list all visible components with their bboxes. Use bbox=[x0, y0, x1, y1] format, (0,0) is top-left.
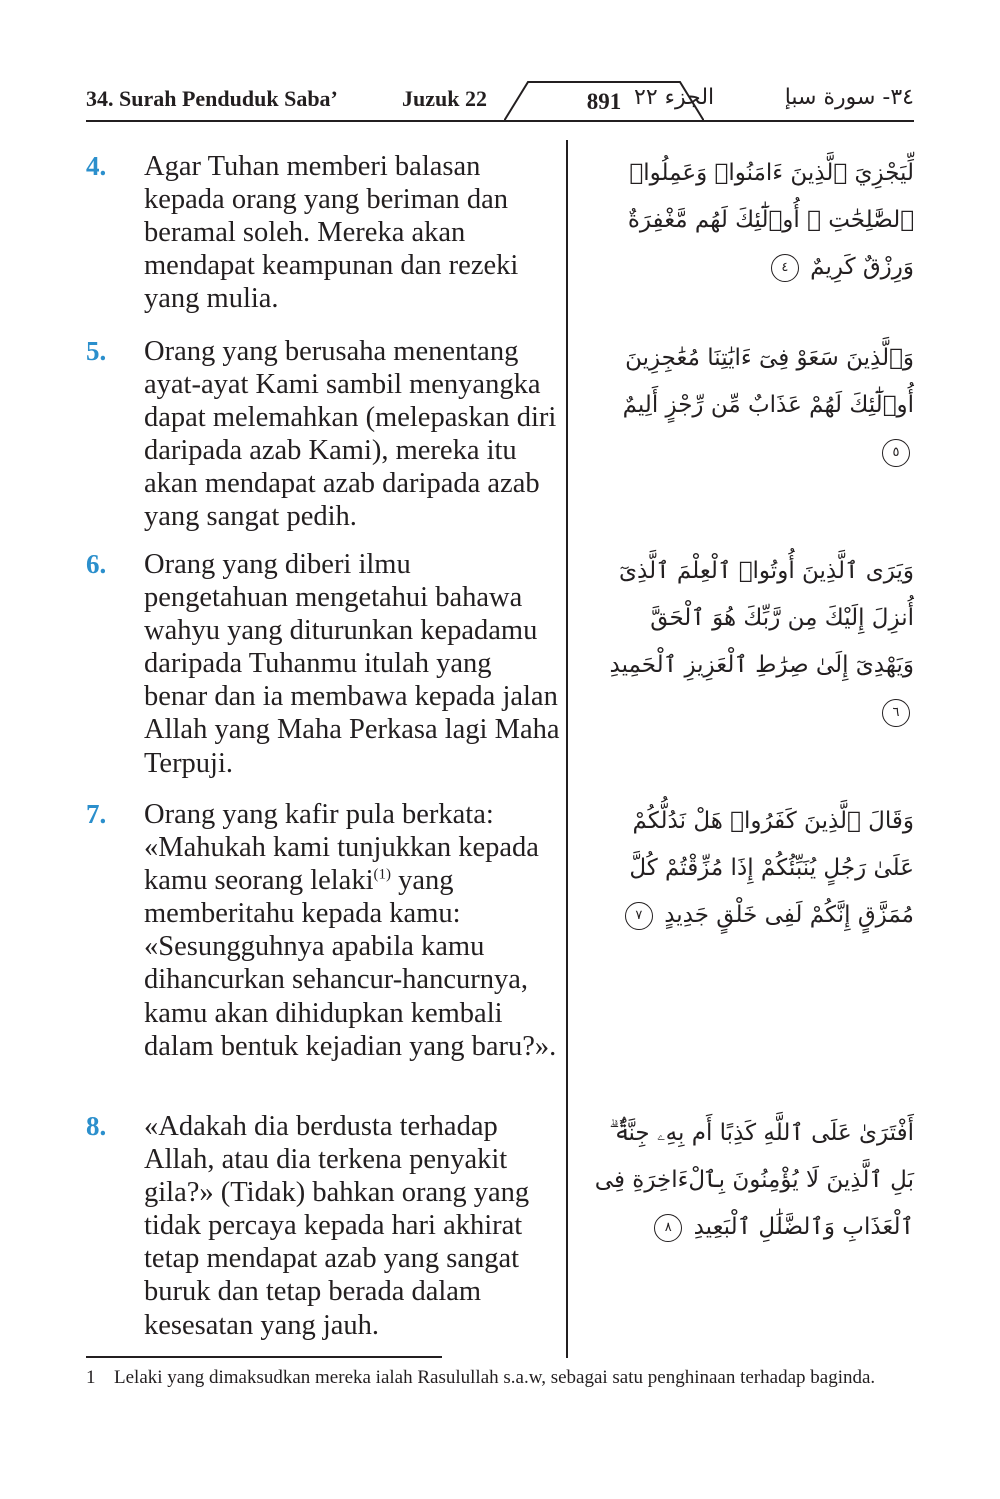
verse-text-part: Orang yang kafir pula berkata: «Mahukah kami tunjukkan kepada kamu seorang lelaki bbox=[144, 799, 539, 897]
arabic-text: وَيَرَى ٱلَّذِينَ أُوتُوا۟ ٱلْعِلْمَ ٱلَّذِىٓ أُنزِلَ إِلَيْكَ مِن رَّبِّكَ هُوَ ٱلْحَقَّ وَيَهْدِىٓ إِلَىٰ صِرَٰطِ ٱلْعَزِيزِ ٱلْحَمِيدِ bbox=[609, 558, 914, 678]
ayah-marker: ٥ bbox=[882, 439, 910, 467]
arabic-text: لِّيَجْزِيَ ٱلَّذِينَ ءَامَنُوا۟ وَعَمِلُوا۟ ٱلصَّٰلِحَٰتِ ۚ أُو۟لَٰٓئِكَ لَهُم مَّغْفِرَةٌ وَرِزْقٌ كَرِيمٌ bbox=[627, 160, 914, 280]
arabic-text: وَٱلَّذِينَ سَعَوْ فِىٓ ءَايَٰتِنَا مُعَٰجِزِينَ أُو۟لَٰٓئِكَ لَهُمْ عَذَابٌ مِّن رِّجْزٍ أَلِيمٌ bbox=[622, 345, 914, 418]
page-number: 891 bbox=[586, 89, 622, 114]
footnote-reference[interactable]: (1) bbox=[373, 866, 392, 883]
footnote-rule bbox=[86, 1356, 442, 1358]
verse-text-part: yang memberitahu kepada kamu: «Sesungguhnya apabila kamu dihancurkan sehancur-hancurnya, kamu akan dihidupkan kembali dalam bentuk kejadian yang baru?». bbox=[144, 865, 557, 1062]
verse-text bbox=[144, 798, 560, 1063]
verse-text: Agar Tuhan memberi balasan kepada orang yang beriman dan beramal soleh. Mereka akan mendapat keampunan dan rezeki yang mulia. bbox=[144, 151, 519, 315]
juz-label: Juzuk 22 bbox=[402, 86, 487, 111]
ayah-marker: ٧ bbox=[625, 902, 653, 930]
verse-6-arabic bbox=[586, 548, 914, 736]
surah-title-arabic: ٣٤- سورة سبإ bbox=[784, 85, 914, 110]
verse-6-translation bbox=[86, 548, 560, 780]
verse-8-arabic bbox=[586, 1110, 914, 1251]
verse-number: 6. bbox=[86, 549, 107, 579]
ayah-marker: ٤ bbox=[771, 254, 799, 282]
verse-number: 8. bbox=[86, 1111, 107, 1141]
verse-8-translation bbox=[86, 1110, 560, 1342]
verse-5-arabic bbox=[586, 335, 914, 476]
ayah-marker: ٨ bbox=[654, 1214, 682, 1242]
verse-number: 7. bbox=[86, 799, 107, 829]
ayah-marker: ٦ bbox=[882, 699, 910, 727]
footnote bbox=[86, 1366, 914, 1390]
verse-7-translation bbox=[86, 798, 560, 1063]
verse-number: 5. bbox=[86, 336, 107, 366]
arabic-text: أَفْتَرَىٰ عَلَى ٱللَّهِ كَذِبًا أَم بِهِۦ جِنَّةٌۢ ۗ بَلِ ٱلَّذِينَ لَا يُؤْمِنُونَ بِٱلْءَاخِرَةِ فِى ٱلْعَذَابِ وَٱلضَّلَٰلِ ٱلْبَعِيدِ bbox=[594, 1120, 914, 1240]
verse-5-translation bbox=[86, 335, 560, 534]
surah-title: 34. Surah Penduduk Saba’ bbox=[86, 86, 338, 111]
verse-4-translation bbox=[86, 150, 560, 315]
page-header bbox=[86, 80, 914, 120]
verse-4-arabic bbox=[586, 150, 914, 291]
verse-number: 4. bbox=[86, 151, 107, 181]
header-rule bbox=[86, 120, 914, 122]
verse-7-arabic bbox=[586, 798, 914, 939]
footnote-text: Lelaki yang dimaksudkan mereka ialah Rasulullah s.a.w, sebagai satu penghinaan terhadap baginda. bbox=[114, 1367, 876, 1388]
juz-arabic: الجزء ٢٢ bbox=[634, 85, 715, 110]
footnote-number: 1 bbox=[86, 1367, 96, 1388]
column-divider bbox=[566, 140, 568, 1358]
verse-text: Orang yang diberi ilmu pengetahuan mengetahui bahawa wahyu yang diturunkan kepadamu daripada Tuhanmu itulah yang benar dan ia membawa kepada jalan Allah yang Maha Perkasa lagi Maha Terpuji. bbox=[144, 549, 560, 779]
verse-text: «Adakah dia berdusta terhadap Allah, atau dia terkena penyakit gila?» (Tidak) bahkan orang yang tidak percaya kepada hari akhirat tetap mendapat azab yang sangat buruk dan tetap berada dalam kesesatan yang jauh. bbox=[144, 1111, 530, 1341]
verse-text: Orang yang berusaha menentang ayat-ayat Kami sambil menyangka dapat melemahkan (melepaskan diri daripada azab Kami), mereka itu akan mendapat azab daripada azab yang sangat pedih. bbox=[144, 336, 557, 533]
arabic-text: وَقَالَ ٱلَّذِينَ كَفَرُوا۟ هَلْ نَدُلُّكُمْ عَلَىٰ رَجُلٍ يُنَبِّئُكُمْ إِذَا مُزِّقْتُمْ كُلَّ مُمَزَّقٍ إِنَّكُمْ لَفِى خَلْقٍ جَدِيدٍ bbox=[629, 808, 914, 928]
